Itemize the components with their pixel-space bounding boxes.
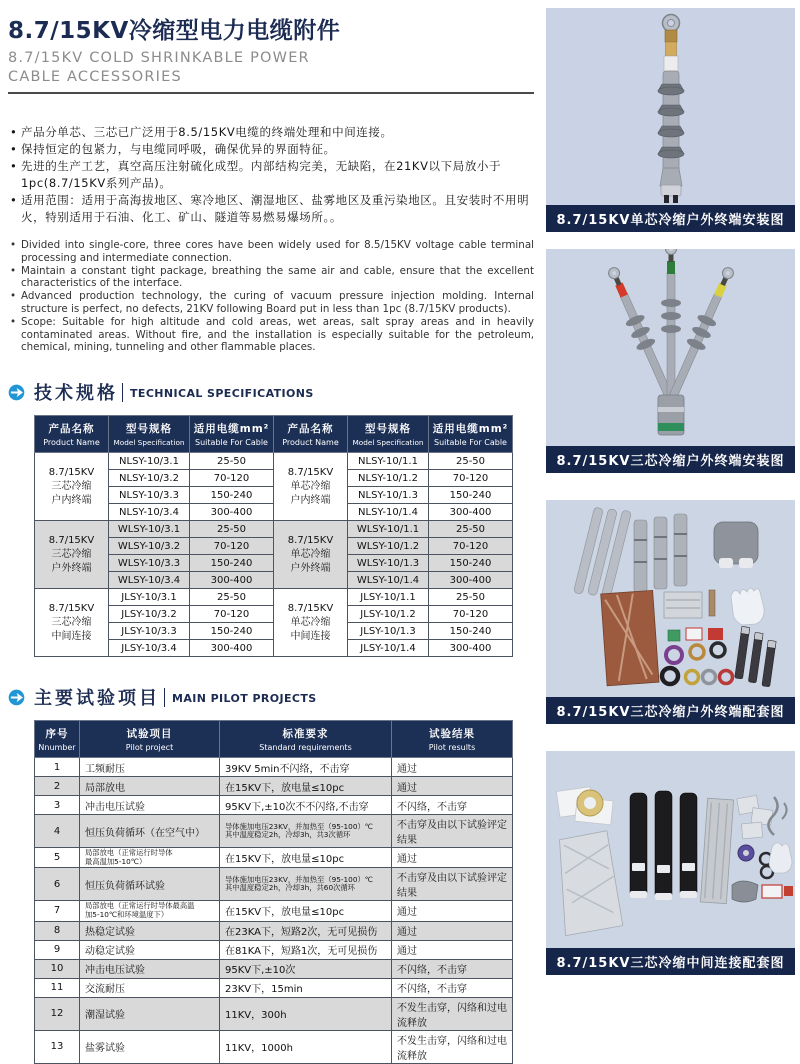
feature-list-en: [8, 239, 534, 354]
section-title-en: MAIN PILOT PROJECTS: [172, 692, 317, 706]
spec-model: WLSY-10/1.2: [348, 538, 429, 555]
product-caption: 8.7/15KV三芯冷缩户外终端安装图: [546, 446, 795, 473]
product-caption: 8.7/15KV三芯冷缩中间连接配套图: [546, 948, 795, 975]
section-title-zh: 技术规格: [34, 383, 118, 405]
pilot-table-header: [35, 721, 513, 758]
pilot-project: 动稳定试验: [80, 940, 220, 959]
product-photo-outdoor-terminal-kit: [546, 500, 795, 697]
product-card-joint-kit: [546, 751, 795, 975]
spec-model: WLSY-10/3.3: [109, 555, 190, 572]
pilot-requirement: 11KV，300h: [220, 997, 392, 1030]
pilot-result: 不闪络，不击穿: [392, 978, 513, 997]
pilot-row: [35, 940, 513, 959]
pilot-row: [35, 848, 513, 868]
spec-product-name: 8.7/15KV 三芯冷缩 户外终端: [35, 521, 109, 589]
pilot-row: [35, 901, 513, 921]
pilot-result: 不发生击穿，闪络和过电流释放: [392, 997, 513, 1030]
pilot-project: 局部放电（正常运行时导体 最高温加5-10℃）: [80, 848, 220, 868]
spec-model: JLSY-10/3.1: [109, 589, 190, 606]
pilot-number: 11: [35, 978, 80, 997]
pilot-result: 不闪络，不击穿: [392, 959, 513, 978]
spec-model: WLSY-10/1.3: [348, 555, 429, 572]
spec-model: JLSY-10/3.4: [109, 640, 190, 657]
page-subtitle-line1: 8.7/15KV COLD SHRINKABLE POWER: [8, 50, 310, 66]
pilot-project: 冲击电压试验: [80, 796, 220, 815]
spec-row: [35, 521, 513, 538]
bullet-item: • Divided into single-core, three cores have been widely used for 8.5/15KV voltage cable terminal processing and intermediate connection.: [8, 239, 534, 265]
title-divider: [8, 92, 534, 94]
spec-cable-range: 300-400: [190, 504, 274, 521]
pilot-project: 局部放电（正常运行时导体最高温 加5-10℃和环境温度下）: [80, 901, 220, 921]
spec-model: NLSY-10/1.1: [348, 453, 429, 470]
section-heading-technical-specifications: [8, 379, 534, 405]
section-title-en: TECHNICAL SPECIFICATIONS: [130, 387, 314, 401]
pilot-result: 不击穿及由以下试验评定结果: [392, 815, 513, 848]
spec-col-product-name: 产品名称 Product Name: [274, 416, 348, 453]
page-subtitle: [8, 49, 534, 87]
section-title-zh: 主要试验项目: [34, 688, 160, 710]
pilot-number: 13: [35, 1030, 80, 1063]
feature-list-zh: [8, 124, 534, 226]
spec-cable-range: 70-120: [190, 470, 274, 487]
pilot-number: 6: [35, 868, 80, 901]
spec-cable-range: 300-400: [429, 640, 513, 657]
section-heading-main-pilot-projects: [8, 684, 534, 710]
pilot-requirement: 导体施加电压23KV，并加热至（95-100）℃ 其中温度稳定2h，冷却3h，共3次循环: [220, 815, 392, 848]
spec-product-name: 8.7/15KV 三芯冷缩 户内终端: [35, 453, 109, 521]
pilot-row: [35, 758, 513, 777]
pilot-row: [35, 815, 513, 848]
section-arrow-icon: [8, 384, 25, 401]
pilot-row: [35, 921, 513, 940]
pilot-col-project: 试验项目 Pilot project: [80, 721, 220, 758]
bullet-item: • 保持恒定的包紧力，与电缆同呼吸，确保优异的界面特征。: [8, 141, 534, 158]
spec-cable-range: 300-400: [190, 572, 274, 589]
product-photo-joint-kit: [546, 751, 795, 948]
pilot-number: 4: [35, 815, 80, 848]
spec-model: JLSY-10/3.3: [109, 623, 190, 640]
pilot-project: 盐雾试验: [80, 1030, 220, 1063]
spec-cable-range: 70-120: [190, 606, 274, 623]
pilot-project: 工频耐压: [80, 758, 220, 777]
product-card-single-core-terminal: [546, 8, 795, 232]
bullet-item: • Maintain a constant tight package, breathing the same air and cable, ensure that the excellent characteristics of the interface.: [8, 265, 534, 291]
pilot-requirement: 95KV下,±10次不不闪络,不击穿: [220, 796, 392, 815]
spec-cable-range: 25-50: [429, 453, 513, 470]
spec-row: [35, 589, 513, 606]
pilot-number: 12: [35, 997, 80, 1030]
pilot-requirement: 95KV下,±10次: [220, 959, 392, 978]
pilot-number: 5: [35, 848, 80, 868]
spec-col-model: 型号规格 Model Specification: [348, 416, 429, 453]
page-subtitle-line2: CABLE ACCESSORIES: [8, 69, 182, 85]
pilot-row: [35, 796, 513, 815]
pilot-requirement: 在15KV下，放电量≤10pc: [220, 777, 392, 796]
spec-model: JLSY-10/1.2: [348, 606, 429, 623]
single-core-terminal-illustration: [546, 8, 795, 205]
spec-cable-range: 150-240: [429, 623, 513, 640]
pilot-col-number: 序号 Nnumber: [35, 721, 80, 758]
section-arrow-icon: [8, 689, 25, 706]
spec-cable-range: 300-400: [190, 640, 274, 657]
spec-cable-range: 150-240: [429, 487, 513, 504]
pilot-result: 通过: [392, 921, 513, 940]
bullet-item: • 产品分单芯、三芯已广泛用于8.5/15KV电缆的终端处理和中间连接。: [8, 124, 534, 141]
pilot-col-requirements: 标准要求 Standard requirements: [220, 721, 392, 758]
bullet-item: • 适用范围：适用于高海拔地区、寒冷地区、潮湿地区、盐雾地区及重污染地区。且安装时不用明火，特别适用于石油、化工、矿山、隧道等易燃易爆场所。。: [8, 192, 534, 226]
spec-model: NLSY-10/3.2: [109, 470, 190, 487]
pilot-row: [35, 777, 513, 796]
pilot-requirement: 在15KV下，放电量≤10pc: [220, 848, 392, 868]
spec-cable-range: 70-120: [429, 470, 513, 487]
pilot-result: 通过: [392, 758, 513, 777]
product-photo-three-core-terminal: [546, 249, 795, 446]
spec-cable-range: 150-240: [190, 487, 274, 504]
spec-table: [34, 415, 513, 657]
pilot-result: 不闪络，不击穿: [392, 796, 513, 815]
product-card-three-core-terminal: [546, 249, 795, 473]
bullet-item: • Scope: Suitable for high altitude and cold areas, wet areas, salt spray areas and in heavily contaminated areas. Without fire, and the installation is especially suitable for the petroleum, chemical, mining, tunneling and other flammable places.: [8, 316, 534, 354]
spec-cable-range: 25-50: [190, 589, 274, 606]
product-card-outdoor-terminal-kit: [546, 500, 795, 724]
pilot-number: 8: [35, 921, 80, 940]
pilot-requirement: 在81KA下，短路1次，无可见损伤: [220, 940, 392, 959]
pilot-number: 3: [35, 796, 80, 815]
pilot-result: 不击穿及由以下试验评定结果: [392, 868, 513, 901]
spec-table-body: [35, 453, 513, 657]
pilot-project: 恒压负荷循环试验: [80, 868, 220, 901]
pilot-number: 7: [35, 901, 80, 921]
joint-kit-illustration: [546, 751, 795, 948]
spec-table-header: [35, 416, 513, 453]
pilot-project: 冲击电压试验: [80, 959, 220, 978]
pilot-table: [34, 720, 513, 1063]
spec-cable-range: 25-50: [429, 589, 513, 606]
spec-model: WLSY-10/3.4: [109, 572, 190, 589]
product-gallery: [546, 8, 795, 1064]
pilot-result: 不发生击穿，闪络和过电流释放: [392, 1030, 513, 1063]
spec-col-cable: 适用电缆mm² Suitable For Cable: [429, 416, 513, 453]
spec-cable-range: 300-400: [429, 572, 513, 589]
pilot-project: 交流耐压: [80, 978, 220, 997]
spec-model: WLSY-10/1.4: [348, 572, 429, 589]
pilot-project: 热稳定试验: [80, 921, 220, 940]
bullet-item: • 先进的生产工艺，真空高压注射硫化成型。内部结构完美，无缺陷，在21KV以下局放小于1pc(8.7/15KV系列产品)。: [8, 158, 534, 192]
content-column: [8, 8, 540, 1064]
spec-cable-range: 150-240: [190, 555, 274, 572]
pilot-requirement: 导体施加电压23KV，并加热至（95-100）℃ 其中温度稳定2h，冷却3h，共60次循环: [220, 868, 392, 901]
pilot-row: [35, 959, 513, 978]
pilot-number: 10: [35, 959, 80, 978]
pilot-row: [35, 1030, 513, 1063]
pilot-table-body: [35, 758, 513, 1063]
three-core-terminal-illustration: [546, 249, 795, 446]
spec-model: JLSY-10/3.2: [109, 606, 190, 623]
spec-model: NLSY-10/3.4: [109, 504, 190, 521]
spec-model: NLSY-10/1.3: [348, 487, 429, 504]
spec-cable-range: 300-400: [429, 504, 513, 521]
pilot-number: 9: [35, 940, 80, 959]
pilot-result: 通过: [392, 777, 513, 796]
pilot-row: [35, 868, 513, 901]
spec-product-name: 8.7/15KV 单芯冷缩 户内终端: [274, 453, 348, 521]
spec-model: WLSY-10/1.1: [348, 521, 429, 538]
outdoor-terminal-kit-illustration: [546, 500, 795, 697]
pilot-col-results: 试验结果 Pilot results: [392, 721, 513, 758]
spec-model: WLSY-10/3.2: [109, 538, 190, 555]
pilot-project: 局部放电: [80, 777, 220, 796]
spec-row: [35, 453, 513, 470]
spec-model: JLSY-10/1.3: [348, 623, 429, 640]
bullet-item: • Advanced production technology, the curing of vacuum pressure injection molding. Internal structure is perfect, no defects, 21KV following Board put in less than 1pc (8.7/15KV products).: [8, 290, 534, 316]
pilot-requirement: 在23KA下，短路2次，无可见损伤: [220, 921, 392, 940]
pilot-number: 1: [35, 758, 80, 777]
spec-model: NLSY-10/3.3: [109, 487, 190, 504]
pilot-requirement: 在15KV下，放电量≤10pc: [220, 901, 392, 921]
spec-cable-range: 25-50: [190, 521, 274, 538]
pilot-row: [35, 997, 513, 1030]
pilot-requirement: 11KV，1000h: [220, 1030, 392, 1063]
section-separator: [164, 688, 165, 707]
product-caption: 8.7/15KV三芯冷缩户外终端配套图: [546, 697, 795, 724]
spec-product-name: 8.7/15KV 单芯冷缩 中间连接: [274, 589, 348, 657]
spec-cable-range: 70-120: [190, 538, 274, 555]
pilot-requirement: 23KV下，15min: [220, 978, 392, 997]
spec-col-product-name: 产品名称 Product Name: [35, 416, 109, 453]
spec-cable-range: 70-120: [429, 538, 513, 555]
pilot-requirement: 39KV 5min不闪络，不击穿: [220, 758, 392, 777]
spec-model: JLSY-10/1.4: [348, 640, 429, 657]
spec-product-name: 8.7/15KV 三芯冷缩 中间连接: [35, 589, 109, 657]
pilot-project: 恒压负荷循环（在空气中）: [80, 815, 220, 848]
spec-model: NLSY-10/1.2: [348, 470, 429, 487]
spec-cable-range: 150-240: [429, 555, 513, 572]
pilot-result: 通过: [392, 848, 513, 868]
pilot-result: 通过: [392, 901, 513, 921]
pilot-project: 潮湿试验: [80, 997, 220, 1030]
pilot-number: 2: [35, 777, 80, 796]
spec-model: NLSY-10/3.1: [109, 453, 190, 470]
spec-model: JLSY-10/1.1: [348, 589, 429, 606]
spec-cable-range: 70-120: [429, 606, 513, 623]
spec-cable-range: 25-50: [429, 521, 513, 538]
pilot-result: 通过: [392, 940, 513, 959]
spec-cable-range: 25-50: [190, 453, 274, 470]
spec-col-model: 型号规格 Model Specification: [109, 416, 190, 453]
page-title: 8.7/15KV冷缩型电力电缆附件: [8, 18, 341, 44]
spec-model: WLSY-10/3.1: [109, 521, 190, 538]
spec-product-name: 8.7/15KV 单芯冷缩 户外终端: [274, 521, 348, 589]
product-photo-single-core-terminal: [546, 8, 795, 205]
product-caption: 8.7/15KV单芯冷缩户外终端安装图: [546, 205, 795, 232]
spec-model: NLSY-10/1.4: [348, 504, 429, 521]
spec-cable-range: 150-240: [190, 623, 274, 640]
spec-col-cable: 适用电缆mm² Suitable For Cable: [190, 416, 274, 453]
section-separator: [122, 383, 123, 402]
